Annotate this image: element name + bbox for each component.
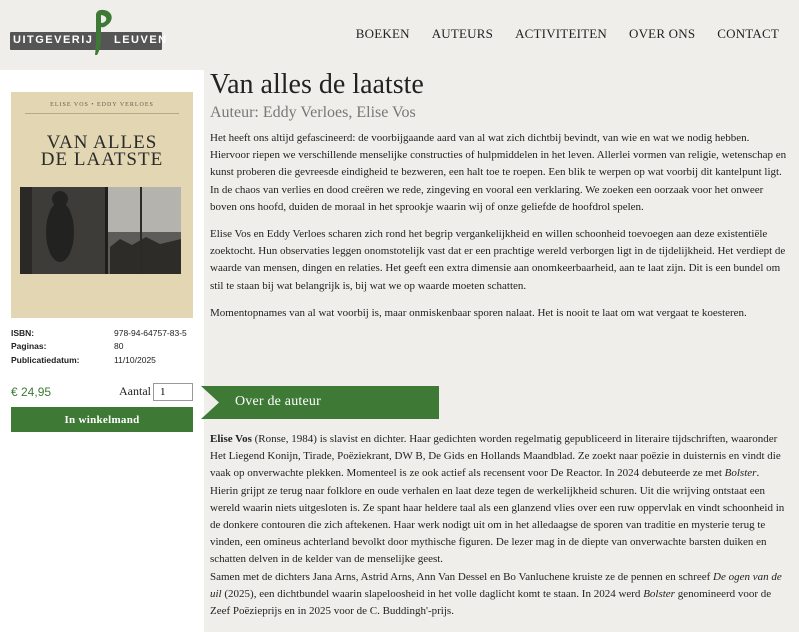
cover-title — [11, 134, 193, 168]
price: € 24,95 — [11, 385, 52, 399]
book-cover — [11, 92, 193, 318]
meta-row-pages — [11, 340, 191, 354]
bio-paragraph — [210, 569, 788, 621]
meta-key: ISBN: — [11, 327, 35, 338]
description-paragraph: Momentopnames van al wat voorbij is, maar onmiskenbaar sporen nalaat. Het is nooit te laat om wat vergaat te koesteren. — [210, 306, 747, 319]
bio-paragraph — [210, 431, 788, 569]
meta-row-date — [11, 353, 191, 367]
add-to-cart-button[interactable]: In winkelmand — [11, 407, 193, 432]
product-sidebar — [0, 70, 204, 632]
meta-key: Publicatiedatum: — [11, 354, 80, 365]
description-paragraph: Elise Vos en Eddy Verloes scharen zich rond het begrip vergankelijkheid en willen schoonheid toevoegen aan deze existentiële zoektocht. Hun observaties leggen onomstotelijk vast dat er een prachtige wereld verborgen ligt in de tijdelijkheid. Het verdiept de waarde van mensen, dingen en relaties. Het geeft een extra dimensie aan onomkeerbaarheid, aan te laat zijn. Dit is een bundel om stil te staan bij wat belangrijk is, bij wat we op waarde moeten schatten. — [210, 228, 786, 292]
nav-boeken[interactable]: BOEKEN — [355, 26, 410, 41]
page-title: Van alles de laatste — [210, 69, 424, 100]
nav-activiteiten[interactable]: ACTIVITEITEN — [515, 26, 607, 41]
meta-row-isbn — [11, 326, 191, 340]
author-section-banner — [201, 386, 439, 419]
cover-photo-image — [20, 187, 181, 274]
author-name: Elise Vos — [210, 433, 252, 445]
bio-text: Samen met de dichters Jana Arns, Astrid Arns, Ann Van Dessel en Bo Vanluchene kruiste ze de pennen en schreef — [210, 570, 714, 583]
cover-authors: ELISE VOS • EDDY VERLOES — [50, 102, 154, 108]
cover-title-line1: VAN ALLES — [46, 132, 158, 153]
cover-photo — [20, 187, 181, 274]
quantity-input[interactable] — [153, 383, 193, 401]
quantity-label: Aantal — [119, 384, 151, 398]
bio-book-title: Bolster — [724, 467, 757, 480]
description-paragraph: Het heeft ons altijd gefascineerd: de voorbijgaande aard van al wat zich dichtbij bevindt, van wie en wat we nodig hebben. Hiervoor riepen we verschillende menselijke constructies of hulpmiddelen in het leven. Allerlei vormen van religie, wetenschap en kunst proberen die gevreesde eindigheid te bezweren, een halt toe te roepen. Een blik te werpen op wat voorbij dit kantelpunt ligt. In de chaos van verlies en dood creëren we rede, zingeving en vooral een verklaring. We zoeken een oorzaak voor het onweer boven ons hoofd, duiden de moraal in het sprookje waarin wij of onze geliefde de hoofdrol spelen. — [210, 132, 787, 213]
meta-value: 11/10/2025 — [114, 354, 156, 365]
logo-text-left: UITGEVERIJ — [13, 34, 94, 46]
meta-value: 80 — [114, 341, 124, 352]
bio-text: . Hierin grijpt ze terug naar folklore en oude verhalen en laat deze tegen de werkelijkheid schuren. Uit die wrijving ontstaat een wereld waarin niets uitgesloten is. Ze spant haar heldere taal als een glanzend vlies over een ruw oppervlak en vindt schoonheid in de donkere contouren die zich aftekenen. Haar werk nodigt uit om in het alledaagse de sporen van traditie en mysterie terug te vinden, een omineus achterland bevolkt door mythische figuren. De lezer mag in de diepte van onverwachte barsten duiken en schatten delven in de kelder van de menselijke geest. — [210, 467, 785, 566]
book-meta — [11, 326, 191, 367]
meta-value: 978-94-64757-83-5 — [114, 327, 187, 338]
logo-mark-icon — [92, 8, 116, 56]
site-header — [0, 0, 799, 70]
bio-book-title: De ogen van de uil — [210, 570, 782, 600]
bio-text: (2025), een dichtbundel waarin slapeloosheid in het volle daglicht komt te staan. In 2024 werd — [221, 587, 644, 600]
nav-over-ons[interactable]: OVER ONS — [629, 26, 696, 41]
nav-contact[interactable]: CONTACT — [717, 26, 779, 41]
author-bio — [210, 431, 788, 620]
book-description — [210, 130, 788, 332]
authors-line: Auteur: Eddy Verloes, Elise Vos — [210, 104, 416, 121]
author-section-heading: Over de auteur — [235, 394, 321, 409]
bio-text: (Ronse, 1984) is slavist en dichter. Haar gedichten worden regelmatig gepubliceerd in literaire tijdschriften, waaronder Het Liegend Konijn, Tirade, Poëziekrant, DW B, De Gids en Hollands Maandblad. Ze zoekt naar poëzie in duisternis en vindt die vaak op onverwachte plekken. Momenteel is ze ook actief als recensent voor De Reactor. In 2024 debuteerde ze met — [210, 433, 781, 480]
logo-text-right: LEUVEN — [114, 34, 168, 46]
bio-book-title: Bolster — [643, 587, 675, 600]
main-nav — [334, 26, 779, 42]
publisher-logo[interactable] — [10, 8, 168, 56]
cover-divider — [25, 113, 179, 114]
cover-title-line2: DE LAATSTE — [40, 149, 164, 170]
bio-text: genomineerd voor de Zeef Poëzieprijs en in 2025 voor de C. Buddingh'-prijs. — [210, 587, 772, 618]
nav-auteurs[interactable]: AUTEURS — [431, 26, 494, 41]
meta-key: Paginas: — [11, 341, 47, 352]
